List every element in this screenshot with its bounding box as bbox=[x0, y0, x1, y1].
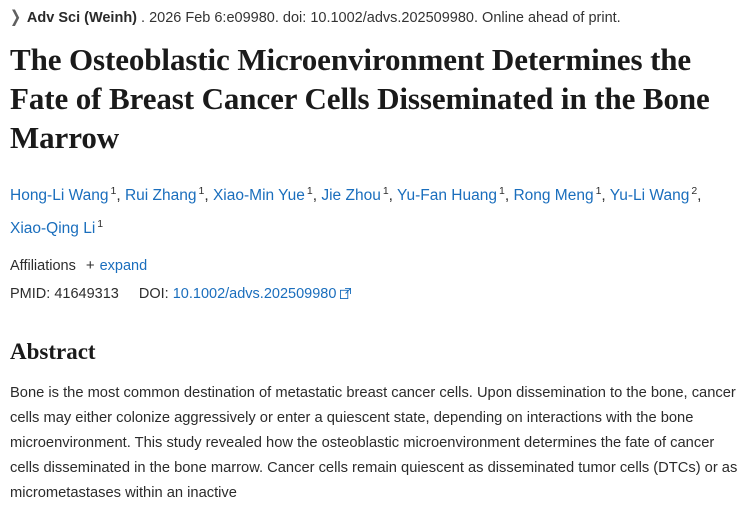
author-item bbox=[321, 187, 393, 204]
author-affiliation-marker: 1 bbox=[595, 185, 602, 197]
expand-affiliations-button[interactable] bbox=[86, 255, 147, 277]
author-affiliation-marker: 1 bbox=[306, 185, 313, 197]
author-list bbox=[10, 177, 730, 243]
doi-label: DOI: bbox=[138, 286, 169, 303]
author-item bbox=[10, 220, 103, 237]
author-separator: , bbox=[601, 187, 606, 205]
chevron-right-icon[interactable]: ❯ bbox=[10, 7, 21, 26]
journal-name: Adv Sci (Weinh) bbox=[26, 10, 138, 26]
author-affiliation-marker: 1 bbox=[382, 185, 389, 197]
abstract-heading: Abstract bbox=[10, 339, 96, 365]
affiliations-row bbox=[10, 255, 740, 277]
external-link-icon[interactable] bbox=[340, 288, 351, 299]
citation-line bbox=[10, 8, 740, 28]
author-link[interactable]: Yu-Li Wang bbox=[609, 187, 690, 205]
author-separator: , bbox=[388, 187, 393, 205]
author-link[interactable]: Hong-Li Wang bbox=[10, 187, 109, 205]
author-affiliation-marker: 1 bbox=[198, 185, 205, 197]
plus-icon: + bbox=[85, 257, 95, 275]
author-affiliation-marker: 2 bbox=[691, 185, 698, 197]
author-affiliation-marker: 1 bbox=[498, 185, 505, 197]
expand-label: expand bbox=[99, 258, 148, 275]
abstract-text: Bone is the most common destination of metastatic breast cancer cells. Upon dissemination to the bone, cancer cells may either colonize aggressively or enter a quiescent state, depending on interactions with the bone microenvironment. This study revealed how the osteoblastic microenvironment determines the fate of cancer cells disseminated in the bone marrow. Cancer cells remain quiescent as disseminated tumor cells (DTCs) or as micrometastases within an inactive bbox=[10, 385, 738, 502]
pmid-label: PMID: bbox=[10, 286, 51, 303]
author-link[interactable]: Rong Meng bbox=[513, 187, 594, 205]
author-item bbox=[397, 187, 509, 204]
author-affiliation-marker: 1 bbox=[110, 185, 117, 197]
author-item bbox=[213, 187, 317, 204]
author-item bbox=[513, 187, 605, 204]
author-separator: , bbox=[116, 187, 121, 205]
author-separator: , bbox=[204, 187, 209, 205]
affiliations-label: Affiliations bbox=[10, 258, 76, 275]
page-title: The Osteoblastic Microenvironment Determines the Fate of Breast Cancer Cells Disseminated in the Bone Marrow bbox=[10, 42, 710, 155]
author-item bbox=[125, 187, 209, 204]
author-separator: , bbox=[312, 187, 318, 205]
identifier-row bbox=[10, 283, 740, 305]
author-item bbox=[10, 187, 121, 204]
author-separator: , bbox=[697, 187, 702, 205]
doi-link[interactable]: 10.1002/advs.202509980 bbox=[172, 286, 337, 303]
citation-details: . 2026 Feb 6:e09980. doi: 10.1002/advs.202509980. Online ahead of print. bbox=[141, 10, 621, 26]
author-link[interactable]: Jie Zhou bbox=[321, 187, 381, 205]
author-item bbox=[610, 187, 702, 204]
author-link[interactable]: Yu-Fan Huang bbox=[397, 187, 497, 205]
pmid-value: 41649313 bbox=[54, 286, 119, 303]
author-affiliation-marker: 1 bbox=[97, 218, 104, 231]
author-link[interactable]: Xiao-Min Yue bbox=[212, 187, 305, 205]
author-link[interactable]: Xiao-Qing Li bbox=[10, 220, 96, 238]
author-link[interactable]: Rui Zhang bbox=[124, 187, 197, 205]
author-separator: , bbox=[504, 187, 510, 205]
